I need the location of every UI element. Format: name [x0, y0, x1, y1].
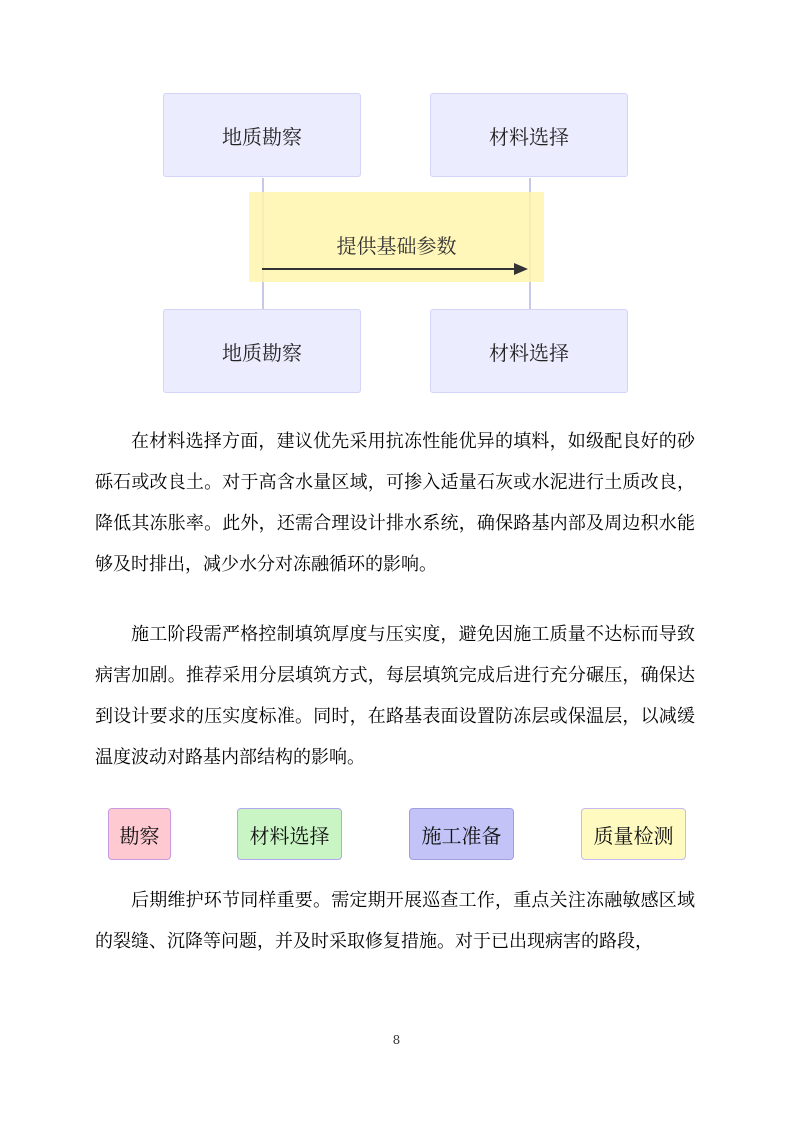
page-number: 8 [392, 1033, 401, 1047]
flow-step-survey: 勘察 [108, 808, 171, 860]
actor-bottom-material-selection: 材料选择 [430, 309, 628, 393]
flow-step-construction-prep: 施工准备 [409, 808, 514, 860]
message-arrow [262, 262, 532, 278]
flow-step-material-selection: 材料选择 [237, 808, 342, 860]
actor-top-geological-survey: 地质勘察 [163, 93, 361, 177]
flow-step-quality-inspection: 质量检测 [581, 808, 686, 860]
actor-top-material-selection: 材料选择 [430, 93, 628, 177]
paragraph-material-selection: 在材料选择方面，建议优先采用抗冻性能优异的填料，如级配良好的砂砾石或改良土。对于高含水量区域，可掺入适量石灰或水泥进行土质改良，降低其冻胀率。此外，还需合理设计排水系统，确保路基内部及周边积水能够及时排出，减少水分对冻融循环的影响。 [95, 431, 695, 575]
paragraph-construction-stage: 施工阶段需严格控制填筑厚度与压实度，避免因施工质量不达标而导致病害加剧。推荐采用分层填筑方式，每层填筑完成后进行充分碾压，确保达到设计要求的压实度标准。同时，在路基表面设置防冻层或保温层，以减缓温度波动对路基内部结构的影响。 [95, 624, 695, 768]
message-label: 提供基础参数 [336, 234, 457, 258]
paragraph-maintenance: 后期维护环节同样重要。需定期开展巡查工作，重点关注冻融敏感区域的裂缝、沉降等问题，并及时采取修复措施。对于已出现病害的路段， [95, 890, 695, 952]
sequence-diagram [0, 0, 793, 400]
actor-bottom-geological-survey: 地质勘察 [163, 309, 361, 393]
